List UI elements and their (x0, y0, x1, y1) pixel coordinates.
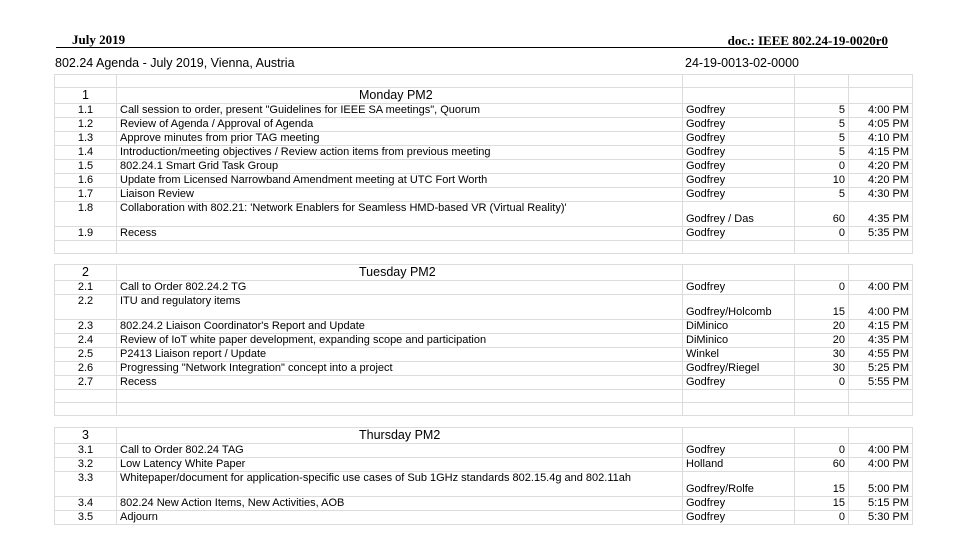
section-row-thursday (55, 428, 913, 444)
item-number: 2.1 (55, 281, 117, 295)
item-topic: Review of IoT white paper development, expanding scope and participation (117, 334, 683, 348)
item-owner: Godfrey (683, 146, 795, 160)
item-owner: Godfrey (683, 376, 795, 390)
item-start-time: 4:10 PM (849, 132, 913, 146)
header-divider (56, 47, 888, 48)
monday-agenda-table (54, 74, 913, 254)
item-start-time: 4:20 PM (849, 174, 913, 188)
agenda-item-row (55, 334, 913, 348)
spacer-row (55, 75, 913, 88)
item-start-time: 4:30 PM (849, 188, 913, 202)
item-start-time: 4:35 PM (849, 202, 913, 227)
item-number: 3.3 (55, 472, 117, 497)
agenda-item-row (55, 320, 913, 334)
item-topic: Call to Order 802.24 TAG (117, 444, 683, 458)
item-topic: 802.24.1 Smart Grid Task Group (117, 160, 683, 174)
item-minutes: 20 (795, 334, 849, 348)
item-owner: Godfrey (683, 118, 795, 132)
item-number: 1.1 (55, 104, 117, 118)
item-start-time: 4:00 PM (849, 295, 913, 320)
item-minutes: 15 (795, 472, 849, 497)
item-topic: Low Latency White Paper (117, 458, 683, 472)
item-number: 2.6 (55, 362, 117, 376)
item-topic: 802.24.2 Liaison Coordinator's Report and Update (117, 320, 683, 334)
item-number: 1.4 (55, 146, 117, 160)
item-minutes: 30 (795, 348, 849, 362)
agenda-item-row (55, 472, 913, 497)
item-minutes: 0 (795, 281, 849, 295)
agenda-item-row (55, 444, 913, 458)
header-date: July 2019 (72, 32, 126, 47)
item-start-time: 4:05 PM (849, 118, 913, 132)
item-owner: Godfrey/Holcomb (683, 295, 795, 320)
item-topic: Approve minutes from prior TAG meeting (117, 132, 683, 146)
agenda-item-row (55, 376, 913, 390)
item-topic: Update from Licensed Narrowband Amendment meeting at UTC Fort Worth (117, 174, 683, 188)
item-start-time: 5:30 PM (849, 511, 913, 525)
item-owner: Godfrey (683, 511, 795, 525)
item-owner: DiMinico (683, 320, 795, 334)
item-minutes: 15 (795, 497, 849, 511)
item-number: 3.4 (55, 497, 117, 511)
item-number: 3.1 (55, 444, 117, 458)
agenda-item-row (55, 146, 913, 160)
item-owner: Godfrey (683, 444, 795, 458)
item-number: 1.9 (55, 227, 117, 241)
item-owner: Godfrey (683, 497, 795, 511)
item-owner: Godfrey (683, 188, 795, 202)
item-minutes: 5 (795, 188, 849, 202)
item-topic: Review of Agenda / Approval of Agenda (117, 118, 683, 132)
spacer-row (55, 390, 913, 403)
item-minutes: 15 (795, 295, 849, 320)
item-number: 2.3 (55, 320, 117, 334)
item-number: 3.2 (55, 458, 117, 472)
item-minutes: 0 (795, 376, 849, 390)
agenda-item-row (55, 104, 913, 118)
item-topic: Recess (117, 227, 683, 241)
item-minutes: 0 (795, 227, 849, 241)
item-minutes: 60 (795, 458, 849, 472)
item-start-time: 4:00 PM (849, 104, 913, 118)
item-start-time: 4:20 PM (849, 160, 913, 174)
item-number: 1.7 (55, 188, 117, 202)
section-label: Tuesday PM2 (117, 265, 683, 281)
item-minutes: 0 (795, 511, 849, 525)
section-row-monday (55, 88, 913, 104)
item-number: 1.8 (55, 202, 117, 227)
item-number: 2.5 (55, 348, 117, 362)
item-owner: Godfrey (683, 227, 795, 241)
item-number: 2.7 (55, 376, 117, 390)
agenda-item-row (55, 362, 913, 376)
agenda-item-row (55, 160, 913, 174)
section-number: 3 (55, 428, 117, 444)
item-owner: Godfrey / Das (683, 202, 795, 227)
item-number: 2.4 (55, 334, 117, 348)
item-number: 3.5 (55, 511, 117, 525)
agenda-item-row (55, 174, 913, 188)
item-minutes: 60 (795, 202, 849, 227)
item-number: 1.5 (55, 160, 117, 174)
spacer-row (55, 403, 913, 416)
item-start-time: 5:00 PM (849, 472, 913, 497)
item-owner: Godfrey/Rolfe (683, 472, 795, 497)
item-topic: ITU and regulatory items (117, 295, 683, 320)
section-label: Thursday PM2 (117, 428, 683, 444)
item-topic: 802.24 New Action Items, New Activities, AOB (117, 497, 683, 511)
item-minutes: 10 (795, 174, 849, 188)
item-owner: Godfrey (683, 174, 795, 188)
item-owner: Godfrey (683, 160, 795, 174)
item-minutes: 5 (795, 146, 849, 160)
item-start-time: 5:35 PM (849, 227, 913, 241)
item-number: 1.3 (55, 132, 117, 146)
item-topic: Liaison Review (117, 188, 683, 202)
item-start-time: 4:55 PM (849, 348, 913, 362)
item-start-time: 4:00 PM (849, 281, 913, 295)
tuesday-agenda-table (54, 264, 913, 416)
header-doc-id: doc.: IEEE 802.24-19-0020r0 (727, 33, 888, 48)
section-row-tuesday (55, 265, 913, 281)
item-start-time: 4:00 PM (849, 444, 913, 458)
item-start-time: 4:00 PM (849, 458, 913, 472)
item-owner: Godfrey (683, 281, 795, 295)
item-minutes: 5 (795, 104, 849, 118)
item-topic: Call session to order, present "Guidelines for IEEE SA meetings", Quorum (117, 104, 683, 118)
agenda-item-row (55, 132, 913, 146)
item-minutes: 5 (795, 118, 849, 132)
item-minutes: 0 (795, 160, 849, 174)
item-topic: Progressing "Network Integration" concept into a project (117, 362, 683, 376)
item-topic: Introduction/meeting objectives / Review action items from previous meeting (117, 146, 683, 160)
item-start-time: 5:15 PM (849, 497, 913, 511)
agenda-title-row (54, 56, 912, 72)
item-topic: Adjourn (117, 511, 683, 525)
item-number: 2.2 (55, 295, 117, 320)
agenda-item-row (55, 202, 913, 227)
agenda-item-row (55, 458, 913, 472)
item-number: 1.2 (55, 118, 117, 132)
agenda-doc-ref: 24-19-0013-02-0000 (685, 56, 799, 70)
item-topic: Whitepaper/document for application-specific use cases of Sub 1GHz standards 802.15.4g and 802.11ah (117, 472, 683, 497)
agenda-item-row (55, 227, 913, 241)
item-number: 1.6 (55, 174, 117, 188)
item-owner: Holland (683, 458, 795, 472)
item-minutes: 30 (795, 362, 849, 376)
item-owner: Godfrey (683, 104, 795, 118)
agenda-title: 802.24 Agenda - July 2019, Vienna, Austria (55, 56, 295, 70)
agenda-item-row (55, 295, 913, 320)
item-owner: Godfrey/Riegel (683, 362, 795, 376)
item-topic: Recess (117, 376, 683, 390)
agenda-item-row (55, 281, 913, 295)
item-start-time: 4:15 PM (849, 146, 913, 160)
agenda-item-row (55, 497, 913, 511)
item-start-time: 4:15 PM (849, 320, 913, 334)
section-number: 1 (55, 88, 117, 104)
item-owner: DiMinico (683, 334, 795, 348)
spacer-row (55, 241, 913, 254)
section-number: 2 (55, 265, 117, 281)
item-start-time: 5:25 PM (849, 362, 913, 376)
item-minutes: 0 (795, 444, 849, 458)
thursday-agenda-table (54, 427, 913, 525)
item-topic: P2413 Liaison report / Update (117, 348, 683, 362)
item-minutes: 20 (795, 320, 849, 334)
item-minutes: 5 (795, 132, 849, 146)
item-topic: Collaboration with 802.21: 'Network Enablers for Seamless HMD-based VR (Virtual Reality)' (117, 202, 683, 227)
item-start-time: 4:35 PM (849, 334, 913, 348)
item-start-time: 5:55 PM (849, 376, 913, 390)
agenda-item-row (55, 348, 913, 362)
agenda-item-row (55, 188, 913, 202)
agenda-item-row (55, 511, 913, 525)
section-label: Monday PM2 (117, 88, 683, 104)
item-owner: Godfrey (683, 132, 795, 146)
item-topic: Call to Order 802.24.2 TG (117, 281, 683, 295)
item-owner: Winkel (683, 348, 795, 362)
agenda-item-row (55, 118, 913, 132)
